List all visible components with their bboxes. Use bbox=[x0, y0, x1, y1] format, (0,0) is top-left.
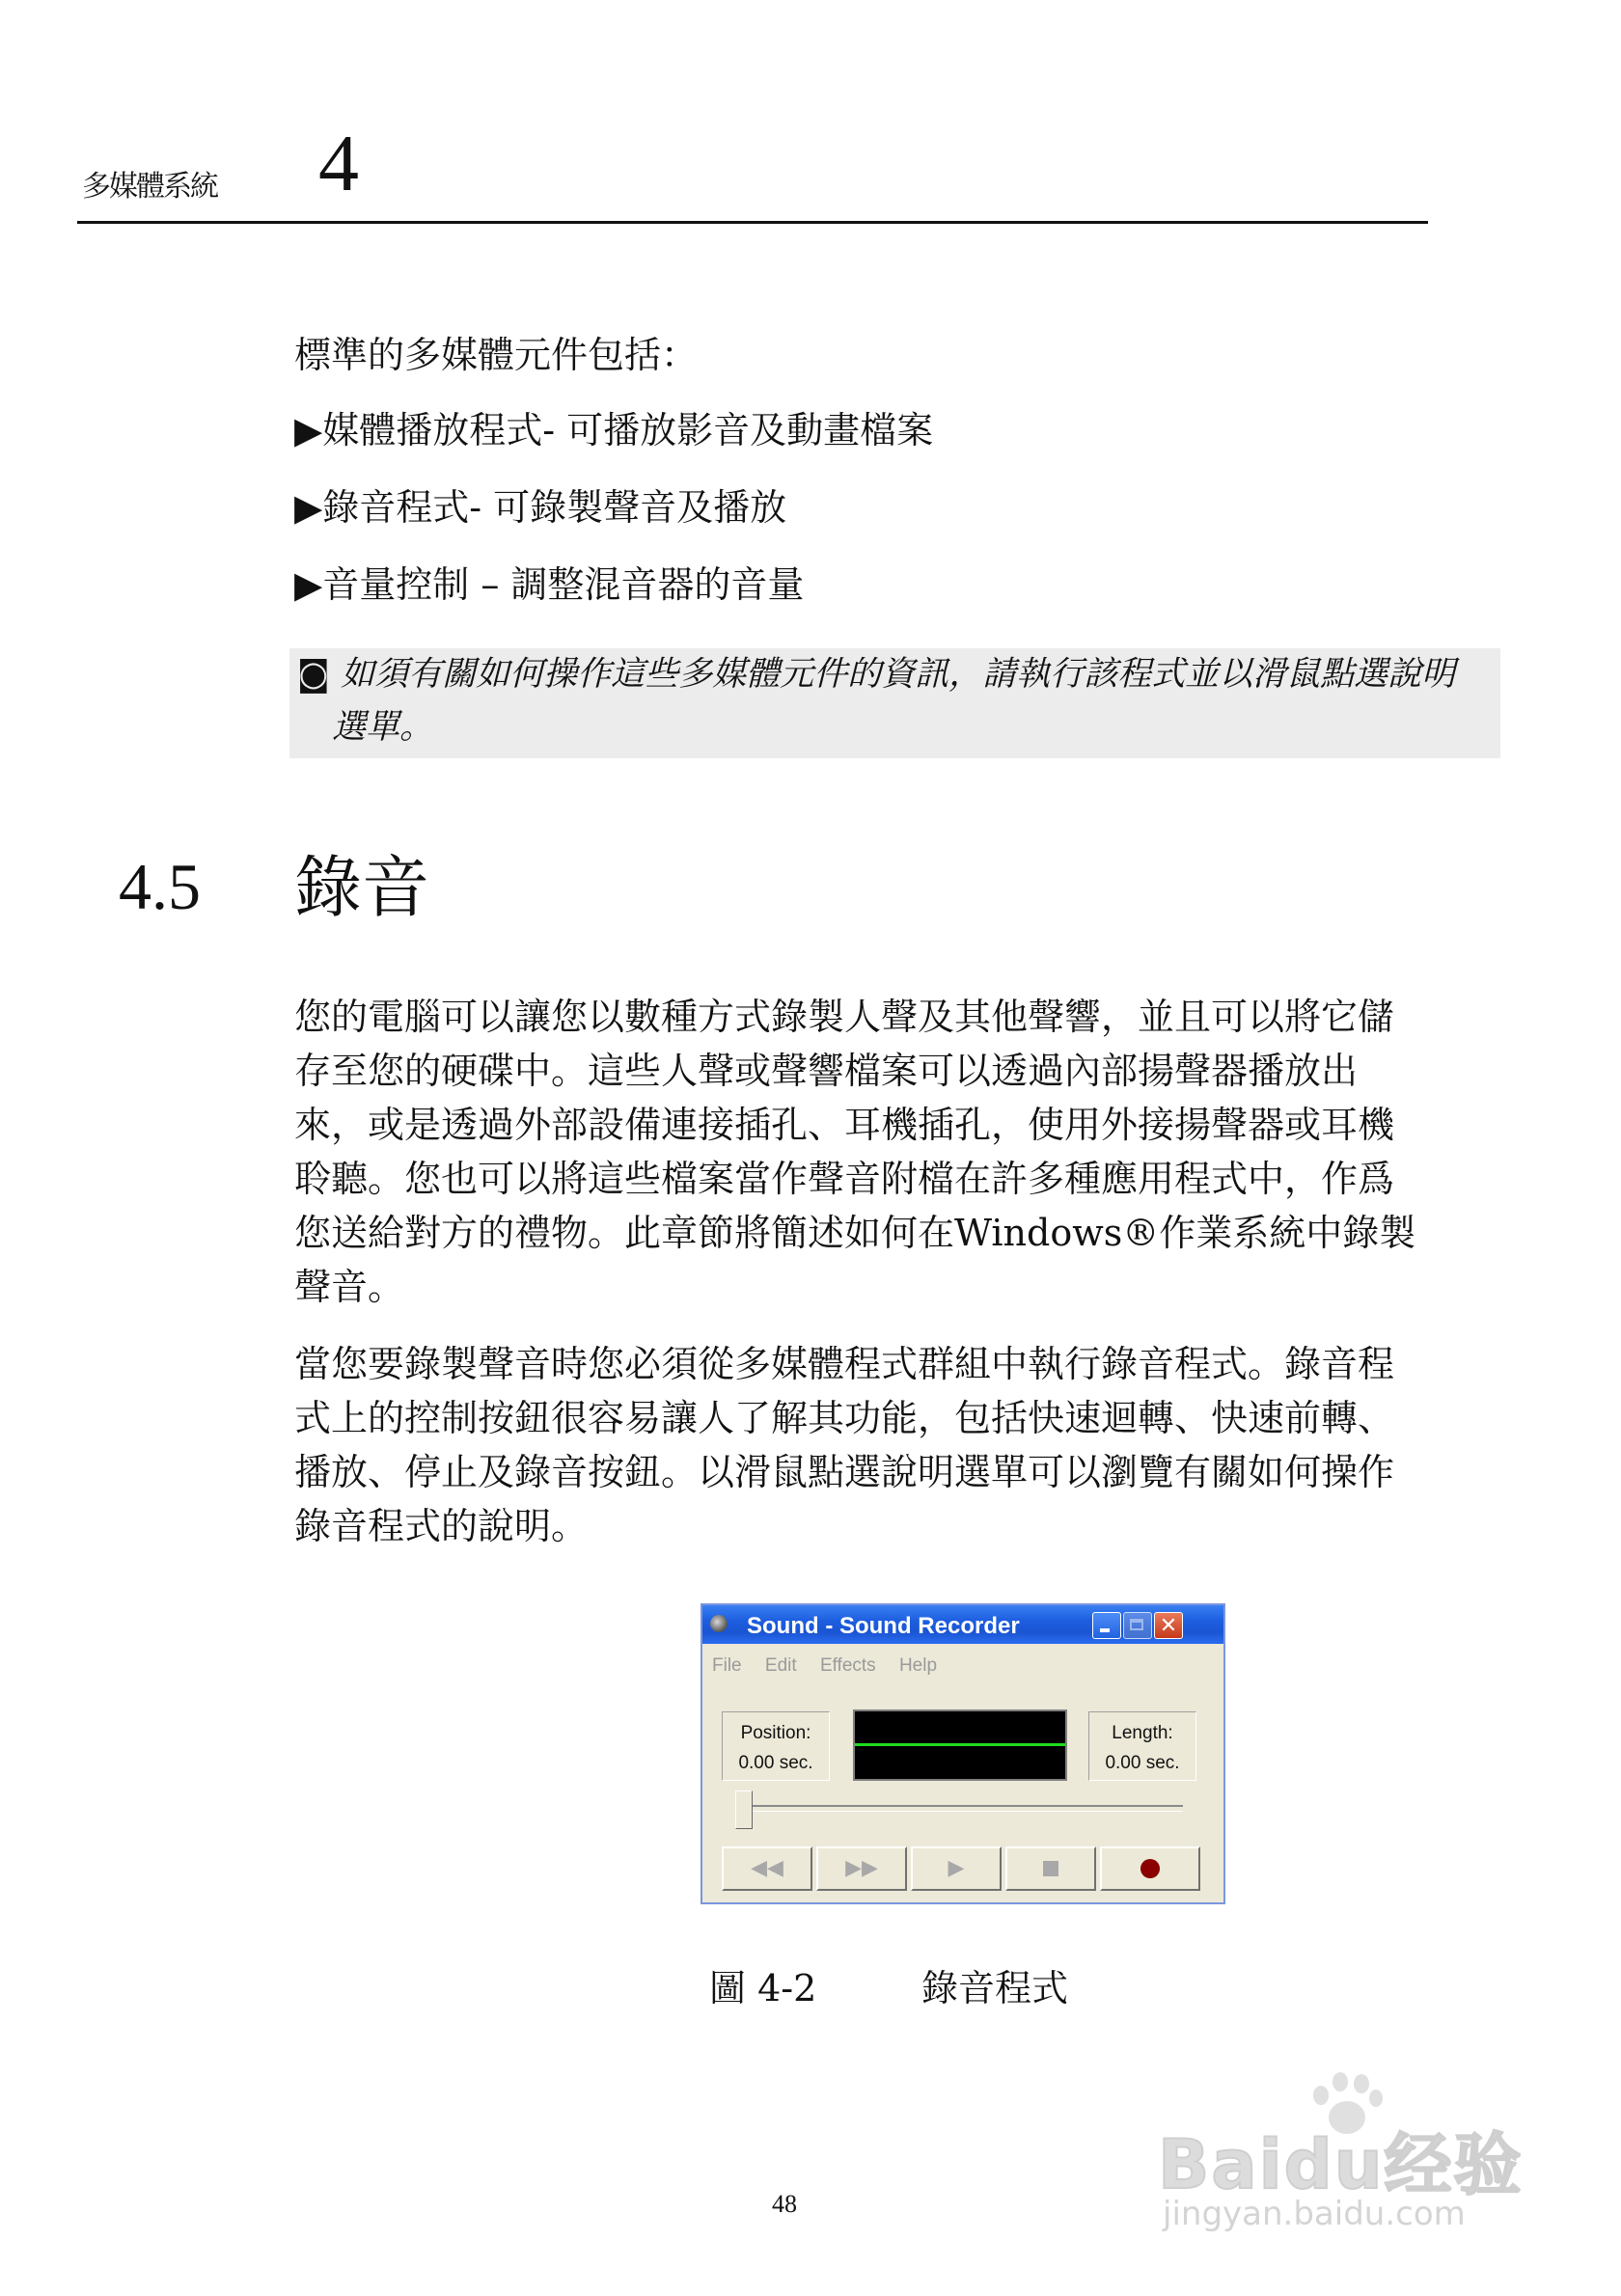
waveform-display bbox=[853, 1709, 1067, 1781]
menu-bar bbox=[712, 1655, 955, 1677]
close-button[interactable] bbox=[1154, 1612, 1183, 1639]
text-line: 聆聽。您也可以將這些檔案當作聲音附檔在許多種應用程式中，作爲 bbox=[294, 1158, 1395, 1200]
play-button[interactable] bbox=[911, 1846, 1002, 1891]
triangle-bullet-icon: ▶ bbox=[294, 563, 323, 606]
sound-recorder-window bbox=[701, 1603, 1225, 1904]
triangle-bullet-icon: ▶ bbox=[294, 409, 323, 451]
seek-slider-thumb[interactable] bbox=[735, 1790, 753, 1829]
watermark-logo: Baidu经验 bbox=[1158, 2125, 1524, 2204]
length-value: 0.00 sec. bbox=[1105, 1753, 1180, 1773]
chapter-number: 4 bbox=[318, 119, 359, 208]
play-icon: ▶ bbox=[948, 1855, 965, 1879]
menu-file[interactable]: File bbox=[712, 1655, 742, 1676]
bullet-item: ▶媒體播放程式- 可播放影音及動畫檔案 bbox=[294, 409, 934, 451]
bullet-list bbox=[294, 403, 933, 635]
section-title: 錄音 bbox=[294, 848, 429, 927]
fast-forward-button[interactable] bbox=[816, 1846, 907, 1891]
text-line: 來，或是透過外部設備連接插孔、耳機插孔，使用外接揚聲器或耳機 bbox=[294, 1104, 1395, 1146]
text-line: 錄音程式的說明。 bbox=[294, 1505, 589, 1547]
watermark-url: jingyan.baidu.com bbox=[1163, 2195, 1466, 2233]
close-icon: ✕ bbox=[1159, 1613, 1178, 1637]
bullet-item: ▶音量控制 – 調整混音器的音量 bbox=[294, 563, 805, 606]
rewind-button[interactable] bbox=[722, 1846, 812, 1891]
text-line: 您送給對方的禮物。此章節將簡述如何在Windows®作業系統中錄製 bbox=[294, 1212, 1416, 1254]
title-bar[interactable] bbox=[702, 1605, 1223, 1644]
text-line: 您的電腦可以讓您以數種方式錄製人聲及其他聲響，並且可以將它儲 bbox=[294, 996, 1395, 1038]
position-label: Position: bbox=[740, 1723, 811, 1743]
stop-icon bbox=[1043, 1861, 1058, 1876]
window-title: Sound - Sound Recorder bbox=[747, 1613, 1020, 1639]
section-number: 4.5 bbox=[119, 850, 201, 923]
fast-forward-icon: ▶▶ bbox=[845, 1855, 878, 1879]
position-display bbox=[722, 1711, 830, 1781]
note-box bbox=[289, 648, 1500, 758]
header-rule bbox=[77, 221, 1428, 224]
text-line: 式上的控制按鈕很容易讓人了解其功能，包括快速迴轉、快速前轉、 bbox=[294, 1397, 1395, 1439]
menu-edit[interactable]: Edit bbox=[764, 1655, 797, 1676]
minimize-button[interactable] bbox=[1092, 1612, 1121, 1639]
note-text: ◙ 如須有關如何操作這些多媒體元件的資訊，請執行該程式並以滑鼠點選說明 選單。 bbox=[297, 655, 1456, 747]
text-line: 聲音。 bbox=[294, 1266, 405, 1308]
record-button[interactable] bbox=[1100, 1846, 1200, 1891]
menu-effects[interactable]: Effects bbox=[819, 1655, 876, 1676]
rewind-icon: ◀◀ bbox=[751, 1855, 783, 1879]
length-display bbox=[1088, 1711, 1196, 1781]
chapter-label: 多媒體系統 bbox=[82, 170, 217, 204]
record-icon bbox=[1140, 1859, 1160, 1878]
figure-title: 錄音程式 bbox=[921, 1967, 1069, 2009]
length-label: Length: bbox=[1112, 1723, 1173, 1743]
text-line: 當您要錄製聲音時您必須從多媒體程式群組中執行錄音程式。錄音程 bbox=[294, 1343, 1395, 1385]
paragraph-2 bbox=[294, 1337, 1491, 1553]
text-line: 存至您的硬碟中。這些人聲或聲響檔案可以透過內部揚聲器播放出 bbox=[294, 1050, 1359, 1092]
intro-text: 標準的多媒體元件包括： bbox=[294, 334, 699, 376]
text-line: 播放、停止及錄音按鈕。以滑鼠點選說明選單可以瀏覽有關如何操作 bbox=[294, 1451, 1395, 1493]
figure-number: 圖 4-2 bbox=[709, 1967, 817, 2009]
position-value: 0.00 sec. bbox=[738, 1753, 813, 1773]
menu-help[interactable]: Help bbox=[898, 1655, 938, 1676]
speaker-app-icon bbox=[710, 1615, 728, 1632]
maximize-button[interactable] bbox=[1123, 1612, 1152, 1639]
triangle-bullet-icon: ▶ bbox=[294, 486, 323, 529]
paragraph-1 bbox=[294, 990, 1491, 1314]
stop-button[interactable] bbox=[1005, 1846, 1096, 1891]
seek-slider-track[interactable] bbox=[747, 1805, 1183, 1812]
bullet-item: ▶錄音程式- 可錄製聲音及播放 bbox=[294, 486, 787, 529]
page-number: 48 bbox=[772, 2190, 797, 2218]
note-bullet-icon: ◙ bbox=[297, 655, 330, 694]
waveform-line bbox=[855, 1743, 1065, 1746]
